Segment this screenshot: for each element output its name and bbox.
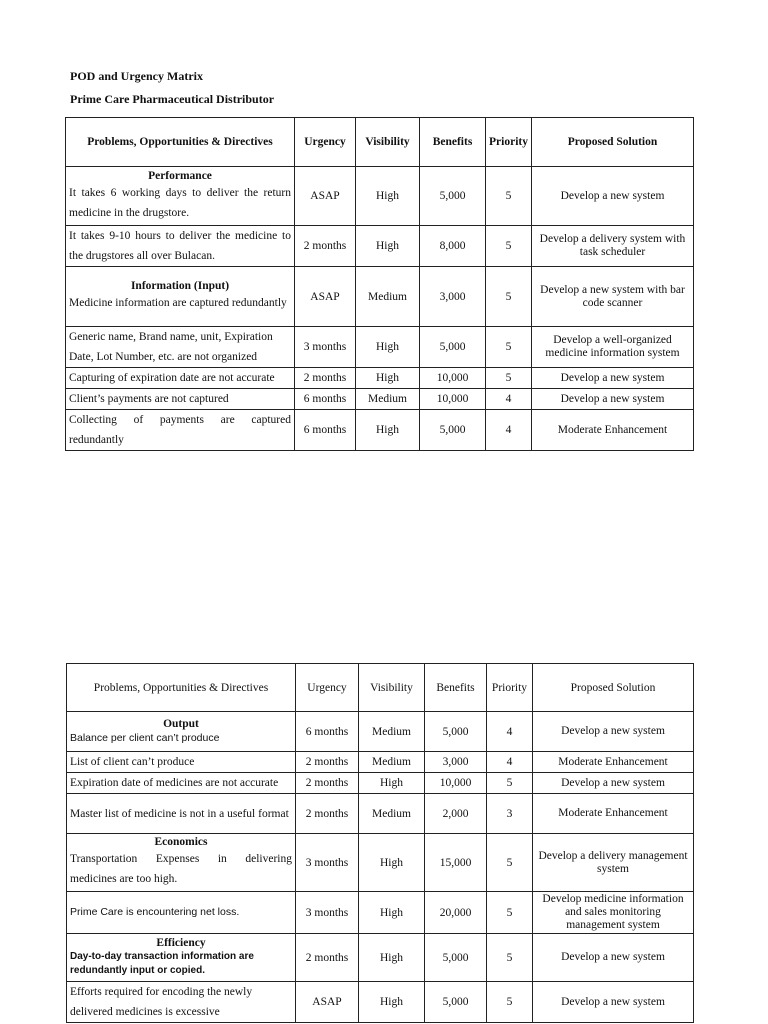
urgency-cell: 3 months xyxy=(296,892,359,934)
problem-cell xyxy=(66,389,295,410)
section-heading: Information (Input) xyxy=(130,280,230,292)
solution-cell: Develop a new system xyxy=(533,934,694,982)
table-row xyxy=(67,892,694,934)
solution-cell: Develop a new system with bar code scanner xyxy=(532,267,694,327)
priority-cell: 5 xyxy=(486,226,532,267)
priority-cell: 4 xyxy=(486,410,532,451)
urgency-cell: 2 months xyxy=(295,226,356,267)
problem-text: Day-to-day transaction information are redundantly input or copied. xyxy=(70,951,254,976)
table-row xyxy=(66,410,694,451)
header-solution: Proposed Solution xyxy=(532,118,694,167)
priority-cell: 5 xyxy=(487,892,533,934)
solution-cell: Develop a new system xyxy=(533,773,694,794)
problem-text: It takes 6 working days to deliver the return medicine in the drugstore. xyxy=(69,186,291,219)
urgency-cell: 6 months xyxy=(296,712,359,752)
solution-cell: Develop a new system xyxy=(533,982,694,1023)
table-row xyxy=(67,834,694,892)
benefits-cell: 10,000 xyxy=(420,368,486,389)
problem-text: Prime Care is encountering net loss. xyxy=(70,906,240,918)
benefits-cell: 8,000 xyxy=(420,226,486,267)
section-heading: Performance xyxy=(148,169,212,182)
header-benefits: Benefits xyxy=(420,118,486,167)
table-header-row xyxy=(66,118,694,167)
solution-cell: Develop a new system xyxy=(532,368,694,389)
problem-cell xyxy=(67,834,296,892)
benefits-cell: 10,000 xyxy=(425,773,487,794)
visibility-cell: Medium xyxy=(359,712,425,752)
header-urgency: Urgency xyxy=(295,118,356,167)
solution-cell: Develop a delivery system with task scheduler xyxy=(532,226,694,267)
urgency-cell: 6 months xyxy=(295,389,356,410)
benefits-cell: 3,000 xyxy=(425,752,487,773)
problem-text: Collecting of payments are captured redundantly xyxy=(69,414,291,446)
visibility-cell: High xyxy=(359,834,425,892)
header-solution: Proposed Solution xyxy=(533,664,694,712)
priority-cell: 5 xyxy=(487,982,533,1023)
problem-cell xyxy=(67,712,296,752)
urgency-cell: 2 months xyxy=(296,934,359,982)
urgency-cell: 2 months xyxy=(296,773,359,794)
table-row xyxy=(66,389,694,410)
benefits-cell: 5,000 xyxy=(425,982,487,1023)
pod-matrix-table-2 xyxy=(66,663,694,1023)
table-row xyxy=(67,982,694,1023)
benefits-cell: 2,000 xyxy=(425,794,487,834)
problem-text: Transportation Expenses in delivering medicines are too high. xyxy=(70,853,292,885)
visibility-cell: High xyxy=(359,982,425,1023)
table-row xyxy=(67,794,694,834)
urgency-cell: ASAP xyxy=(295,267,356,327)
visibility-cell: Medium xyxy=(359,794,425,834)
priority-cell: 4 xyxy=(486,389,532,410)
problem-cell xyxy=(67,752,296,773)
priority-cell: 5 xyxy=(487,934,533,982)
table-row xyxy=(66,226,694,267)
urgency-cell: 2 months xyxy=(296,752,359,773)
header-urgency: Urgency xyxy=(296,664,359,712)
priority-cell: 3 xyxy=(487,794,533,834)
header-priority: Priority xyxy=(487,664,533,712)
problem-text: Medicine information are captured redundantly xyxy=(69,297,287,309)
header-visibility: Visibility xyxy=(359,664,425,712)
solution-cell: Develop a new system xyxy=(532,389,694,410)
problem-cell xyxy=(66,368,295,389)
priority-cell: 5 xyxy=(486,267,532,327)
problem-cell xyxy=(67,982,296,1023)
visibility-cell: High xyxy=(356,167,420,226)
problem-cell xyxy=(66,267,295,327)
visibility-cell: High xyxy=(359,934,425,982)
urgency-cell: 6 months xyxy=(295,410,356,451)
table-row xyxy=(66,267,694,327)
header-priority: Priority xyxy=(486,118,532,167)
urgency-cell: 3 months xyxy=(295,327,356,368)
problem-cell xyxy=(67,794,296,834)
solution-cell: Develop a new system xyxy=(532,167,694,226)
priority-cell: 4 xyxy=(487,752,533,773)
table-row xyxy=(66,368,694,389)
table-row xyxy=(67,752,694,773)
header-problems: Problems, Opportunities & Directives xyxy=(67,664,296,712)
priority-cell: 4 xyxy=(487,712,533,752)
problem-text: It takes 9-10 hours to deliver the medicine to the drugstores all over Bulacan. xyxy=(69,230,291,262)
priority-cell: 5 xyxy=(487,773,533,794)
table-row xyxy=(67,712,694,752)
problem-text: List of client can’t produce xyxy=(70,756,195,768)
solution-cell: Moderate Enhancement xyxy=(533,794,694,834)
problem-cell xyxy=(67,773,296,794)
table-row xyxy=(67,773,694,794)
priority-cell: 5 xyxy=(486,368,532,389)
benefits-cell: 5,000 xyxy=(420,327,486,368)
visibility-cell: High xyxy=(356,327,420,368)
pod-matrix-table-1 xyxy=(65,117,694,451)
benefits-cell: 5,000 xyxy=(420,167,486,226)
visibility-cell: Medium xyxy=(356,389,420,410)
solution-cell: Develop a well-organized medicine information system xyxy=(532,327,694,368)
solution-cell: Develop a delivery management system xyxy=(533,834,694,892)
solution-cell: Moderate Enhancement xyxy=(532,410,694,451)
visibility-cell: Medium xyxy=(359,752,425,773)
urgency-cell: ASAP xyxy=(296,982,359,1023)
benefits-cell: 5,000 xyxy=(425,712,487,752)
priority-cell: 5 xyxy=(486,327,532,368)
problem-text: Expiration date of medicines are not accurate xyxy=(70,777,279,789)
benefits-cell: 20,000 xyxy=(425,892,487,934)
problem-cell xyxy=(66,327,295,368)
problem-cell xyxy=(66,226,295,267)
section-heading: Output xyxy=(163,717,199,730)
document-subtitle: Prime Care Pharmaceutical Distributor xyxy=(70,92,275,106)
header-visibility: Visibility xyxy=(356,118,420,167)
table-header-row xyxy=(67,664,694,712)
header-benefits: Benefits xyxy=(425,664,487,712)
problem-cell xyxy=(67,934,296,982)
problem-text: Master list of medicine is not in a useful format xyxy=(70,807,289,820)
benefits-cell: 5,000 xyxy=(425,934,487,982)
problem-text: Generic name, Brand name, unit, Expiration Date, Lot Number, etc. are not organized xyxy=(69,331,273,363)
problem-cell xyxy=(67,892,296,934)
problem-cell xyxy=(66,410,295,451)
table-row xyxy=(66,167,694,226)
benefits-cell: 10,000 xyxy=(420,389,486,410)
priority-cell: 5 xyxy=(486,167,532,226)
benefits-cell: 15,000 xyxy=(425,834,487,892)
section-heading: Economics xyxy=(154,836,208,848)
visibility-cell: High xyxy=(356,368,420,389)
problem-text: Client’s payments are not captured xyxy=(69,393,229,405)
visibility-cell: Medium xyxy=(356,267,420,327)
visibility-cell: High xyxy=(356,410,420,451)
problem-cell xyxy=(66,167,295,226)
visibility-cell: High xyxy=(359,773,425,794)
solution-cell: Develop a new system xyxy=(533,712,694,752)
solution-cell: Develop medicine information and sales monitoring management system xyxy=(533,892,694,934)
table-row xyxy=(67,934,694,982)
visibility-cell: High xyxy=(359,892,425,934)
benefits-cell: 3,000 xyxy=(420,267,486,327)
urgency-cell: 3 months xyxy=(296,834,359,892)
benefits-cell: 5,000 xyxy=(420,410,486,451)
urgency-cell: 2 months xyxy=(296,794,359,834)
priority-cell: 5 xyxy=(487,834,533,892)
problem-text: Efforts required for encoding the newly delivered medicines is excessive xyxy=(70,986,253,1018)
problem-text: Balance per client can’t produce xyxy=(70,731,220,744)
header-problems: Problems, Opportunities & Directives xyxy=(66,118,295,167)
urgency-cell: ASAP xyxy=(295,167,356,226)
document-title: POD and Urgency Matrix xyxy=(70,69,203,83)
solution-cell: Moderate Enhancement xyxy=(533,752,694,773)
problem-text: Capturing of expiration date are not accurate xyxy=(69,372,275,384)
visibility-cell: High xyxy=(356,226,420,267)
table-row xyxy=(66,327,694,368)
section-heading: Efficiency xyxy=(156,937,206,949)
urgency-cell: 2 months xyxy=(295,368,356,389)
